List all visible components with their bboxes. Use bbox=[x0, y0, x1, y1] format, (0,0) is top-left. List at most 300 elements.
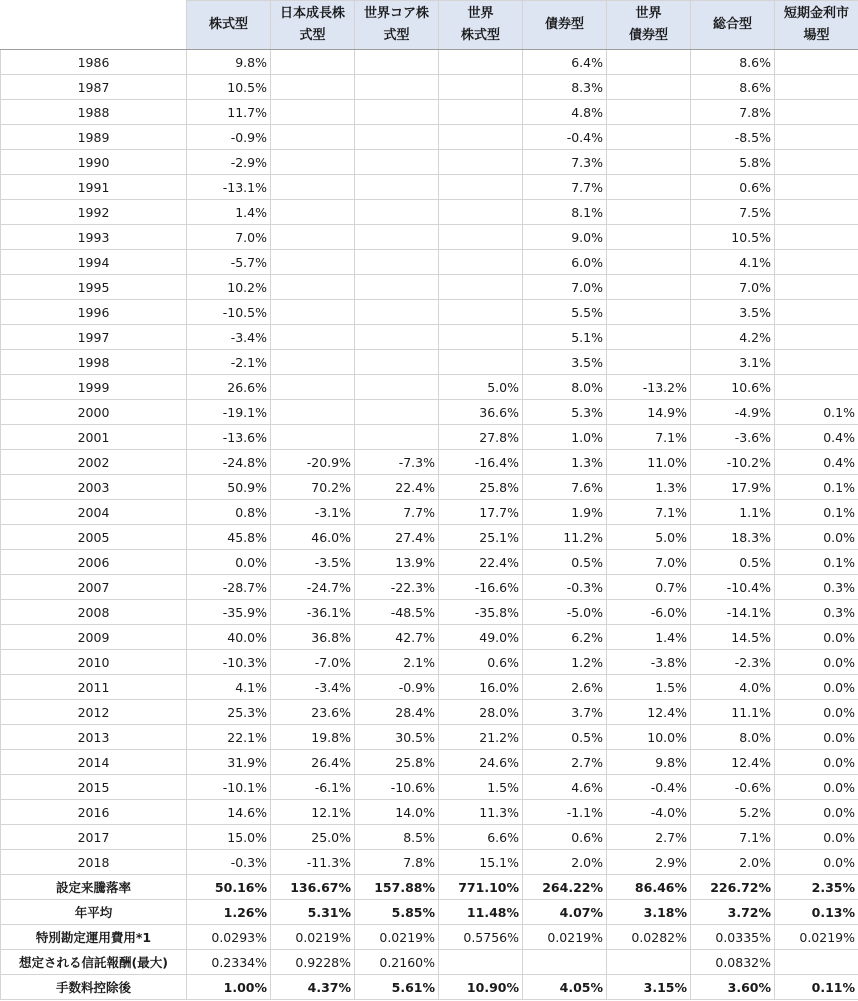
return-cell[interactable]: -13.6% bbox=[187, 425, 271, 450]
return-cell[interactable]: 9.8% bbox=[607, 750, 691, 775]
return-cell[interactable] bbox=[775, 125, 858, 150]
return-cell[interactable] bbox=[271, 250, 355, 275]
return-cell[interactable]: 28.4% bbox=[355, 700, 439, 725]
return-cell[interactable]: 0.0% bbox=[775, 800, 858, 825]
return-cell[interactable]: -11.3% bbox=[271, 850, 355, 875]
return-cell[interactable]: 13.9% bbox=[355, 550, 439, 575]
return-cell[interactable]: 0.7% bbox=[607, 575, 691, 600]
return-cell[interactable]: -10.3% bbox=[187, 650, 271, 675]
return-cell[interactable] bbox=[607, 50, 691, 75]
year-cell[interactable]: 2001 bbox=[1, 425, 187, 450]
return-cell[interactable]: -3.6% bbox=[691, 425, 775, 450]
summary-label[interactable]: 特別勘定運用費用*1 bbox=[1, 925, 187, 950]
summary-value[interactable]: 157.88% bbox=[355, 875, 439, 900]
return-cell[interactable] bbox=[607, 275, 691, 300]
return-cell[interactable]: 7.8% bbox=[691, 100, 775, 125]
year-cell[interactable]: 2016 bbox=[1, 800, 187, 825]
return-cell[interactable]: 9.8% bbox=[187, 50, 271, 75]
summary-value[interactable]: 5.85% bbox=[355, 900, 439, 925]
return-cell[interactable]: 0.0% bbox=[775, 675, 858, 700]
return-cell[interactable] bbox=[271, 375, 355, 400]
year-cell[interactable]: 2010 bbox=[1, 650, 187, 675]
return-cell[interactable] bbox=[355, 275, 439, 300]
year-cell[interactable]: 2017 bbox=[1, 825, 187, 850]
return-cell[interactable]: 12.1% bbox=[271, 800, 355, 825]
year-cell[interactable]: 1996 bbox=[1, 300, 187, 325]
return-cell[interactable]: 5.5% bbox=[523, 300, 607, 325]
return-cell[interactable]: 11.3% bbox=[439, 800, 523, 825]
return-cell[interactable] bbox=[271, 350, 355, 375]
return-cell[interactable]: 8.0% bbox=[523, 375, 607, 400]
year-cell[interactable]: 1988 bbox=[1, 100, 187, 125]
return-cell[interactable]: 45.8% bbox=[187, 525, 271, 550]
return-cell[interactable] bbox=[355, 425, 439, 450]
year-cell[interactable]: 2006 bbox=[1, 550, 187, 575]
return-cell[interactable]: 22.1% bbox=[187, 725, 271, 750]
summary-value[interactable]: 50.16% bbox=[187, 875, 271, 900]
return-cell[interactable]: -24.7% bbox=[271, 575, 355, 600]
year-cell[interactable]: 2008 bbox=[1, 600, 187, 625]
return-cell[interactable]: -2.9% bbox=[187, 150, 271, 175]
summary-value[interactable]: 0.0832% bbox=[691, 950, 775, 975]
return-cell[interactable] bbox=[271, 325, 355, 350]
return-cell[interactable]: -3.5% bbox=[271, 550, 355, 575]
return-cell[interactable]: 6.0% bbox=[523, 250, 607, 275]
summary-value[interactable]: 0.11% bbox=[775, 975, 858, 1000]
return-cell[interactable]: -10.4% bbox=[691, 575, 775, 600]
return-cell[interactable]: 1.5% bbox=[439, 775, 523, 800]
return-cell[interactable]: 7.5% bbox=[691, 200, 775, 225]
return-cell[interactable]: 4.2% bbox=[691, 325, 775, 350]
summary-value[interactable]: 0.0219% bbox=[775, 925, 858, 950]
return-cell[interactable] bbox=[355, 175, 439, 200]
return-cell[interactable]: 15.1% bbox=[439, 850, 523, 875]
summary-value[interactable] bbox=[775, 950, 858, 975]
return-cell[interactable]: 11.0% bbox=[607, 450, 691, 475]
column-header[interactable] bbox=[271, 1, 355, 50]
return-cell[interactable] bbox=[775, 150, 858, 175]
year-cell[interactable]: 2011 bbox=[1, 675, 187, 700]
return-cell[interactable]: 0.0% bbox=[775, 700, 858, 725]
return-cell[interactable] bbox=[439, 75, 523, 100]
return-cell[interactable]: 10.5% bbox=[187, 75, 271, 100]
return-cell[interactable] bbox=[607, 225, 691, 250]
return-cell[interactable]: 7.1% bbox=[607, 500, 691, 525]
year-cell[interactable]: 1994 bbox=[1, 250, 187, 275]
summary-value[interactable]: 0.0219% bbox=[523, 925, 607, 950]
return-cell[interactable]: 49.0% bbox=[439, 625, 523, 650]
return-cell[interactable] bbox=[775, 200, 858, 225]
summary-value[interactable]: 0.0219% bbox=[355, 925, 439, 950]
summary-value[interactable]: 1.00% bbox=[187, 975, 271, 1000]
summary-value[interactable]: 4.37% bbox=[271, 975, 355, 1000]
year-cell[interactable]: 2004 bbox=[1, 500, 187, 525]
return-cell[interactable] bbox=[607, 300, 691, 325]
return-cell[interactable]: 2.7% bbox=[523, 750, 607, 775]
return-cell[interactable]: 4.8% bbox=[523, 100, 607, 125]
return-cell[interactable]: 22.4% bbox=[439, 550, 523, 575]
return-cell[interactable]: 16.0% bbox=[439, 675, 523, 700]
return-cell[interactable]: 7.8% bbox=[355, 850, 439, 875]
return-cell[interactable]: -0.9% bbox=[355, 675, 439, 700]
return-cell[interactable]: 17.7% bbox=[439, 500, 523, 525]
return-cell[interactable]: 25.1% bbox=[439, 525, 523, 550]
return-cell[interactable]: 0.6% bbox=[523, 825, 607, 850]
year-cell[interactable]: 1989 bbox=[1, 125, 187, 150]
return-cell[interactable] bbox=[271, 100, 355, 125]
return-cell[interactable]: -14.1% bbox=[691, 600, 775, 625]
return-cell[interactable]: 0.5% bbox=[523, 725, 607, 750]
return-cell[interactable]: 8.1% bbox=[523, 200, 607, 225]
return-cell[interactable]: 0.3% bbox=[775, 575, 858, 600]
return-cell[interactable]: -10.1% bbox=[187, 775, 271, 800]
return-cell[interactable] bbox=[355, 225, 439, 250]
return-cell[interactable] bbox=[271, 225, 355, 250]
return-cell[interactable]: 0.1% bbox=[775, 550, 858, 575]
return-cell[interactable] bbox=[439, 275, 523, 300]
return-cell[interactable]: -20.9% bbox=[271, 450, 355, 475]
summary-value[interactable]: 136.67% bbox=[271, 875, 355, 900]
return-cell[interactable]: 5.0% bbox=[607, 525, 691, 550]
return-cell[interactable]: 0.0% bbox=[775, 850, 858, 875]
return-cell[interactable]: 15.0% bbox=[187, 825, 271, 850]
return-cell[interactable]: 0.6% bbox=[439, 650, 523, 675]
return-cell[interactable]: -10.5% bbox=[187, 300, 271, 325]
return-cell[interactable] bbox=[775, 75, 858, 100]
return-cell[interactable] bbox=[355, 150, 439, 175]
return-cell[interactable] bbox=[607, 200, 691, 225]
return-cell[interactable]: 1.3% bbox=[607, 475, 691, 500]
year-cell[interactable]: 2005 bbox=[1, 525, 187, 550]
return-cell[interactable] bbox=[775, 175, 858, 200]
return-cell[interactable]: 36.6% bbox=[439, 400, 523, 425]
return-cell[interactable]: 0.0% bbox=[775, 525, 858, 550]
return-cell[interactable]: -13.1% bbox=[187, 175, 271, 200]
year-cell[interactable]: 2013 bbox=[1, 725, 187, 750]
return-cell[interactable]: -3.4% bbox=[187, 325, 271, 350]
return-cell[interactable]: -7.3% bbox=[355, 450, 439, 475]
return-cell[interactable]: 40.0% bbox=[187, 625, 271, 650]
return-cell[interactable]: 30.5% bbox=[355, 725, 439, 750]
year-cell[interactable]: 1999 bbox=[1, 375, 187, 400]
return-cell[interactable]: 3.5% bbox=[523, 350, 607, 375]
return-cell[interactable] bbox=[271, 400, 355, 425]
return-cell[interactable] bbox=[271, 200, 355, 225]
return-cell[interactable] bbox=[775, 350, 858, 375]
return-cell[interactable]: 10.0% bbox=[607, 725, 691, 750]
return-cell[interactable] bbox=[355, 375, 439, 400]
year-cell[interactable]: 1998 bbox=[1, 350, 187, 375]
column-header[interactable] bbox=[691, 1, 775, 50]
summary-value[interactable] bbox=[607, 950, 691, 975]
return-cell[interactable]: -35.9% bbox=[187, 600, 271, 625]
return-cell[interactable] bbox=[355, 200, 439, 225]
return-cell[interactable]: 7.0% bbox=[607, 550, 691, 575]
return-cell[interactable]: -2.3% bbox=[691, 650, 775, 675]
return-cell[interactable]: 0.0% bbox=[775, 825, 858, 850]
return-cell[interactable]: 6.6% bbox=[439, 825, 523, 850]
return-cell[interactable] bbox=[271, 300, 355, 325]
return-cell[interactable]: 2.0% bbox=[523, 850, 607, 875]
return-cell[interactable]: -2.1% bbox=[187, 350, 271, 375]
year-cell[interactable]: 1995 bbox=[1, 275, 187, 300]
return-cell[interactable] bbox=[607, 100, 691, 125]
return-cell[interactable]: -1.1% bbox=[523, 800, 607, 825]
return-cell[interactable]: 5.3% bbox=[523, 400, 607, 425]
return-cell[interactable]: 8.0% bbox=[691, 725, 775, 750]
return-cell[interactable]: -35.8% bbox=[439, 600, 523, 625]
return-cell[interactable]: -28.7% bbox=[187, 575, 271, 600]
return-cell[interactable] bbox=[775, 100, 858, 125]
return-cell[interactable]: 4.1% bbox=[691, 250, 775, 275]
return-cell[interactable]: -13.2% bbox=[607, 375, 691, 400]
year-cell[interactable]: 1987 bbox=[1, 75, 187, 100]
return-cell[interactable]: -0.4% bbox=[523, 125, 607, 150]
return-cell[interactable]: 1.4% bbox=[607, 625, 691, 650]
summary-value[interactable]: 1.26% bbox=[187, 900, 271, 925]
return-cell[interactable]: 8.5% bbox=[355, 825, 439, 850]
return-cell[interactable]: -3.8% bbox=[607, 650, 691, 675]
summary-label[interactable]: 手数料控除後 bbox=[1, 975, 187, 1000]
return-cell[interactable]: 14.0% bbox=[355, 800, 439, 825]
return-cell[interactable]: 36.8% bbox=[271, 625, 355, 650]
return-cell[interactable]: 0.3% bbox=[775, 600, 858, 625]
return-cell[interactable]: 0.0% bbox=[775, 625, 858, 650]
return-cell[interactable] bbox=[775, 50, 858, 75]
return-cell[interactable]: 10.2% bbox=[187, 275, 271, 300]
return-cell[interactable]: 11.7% bbox=[187, 100, 271, 125]
return-cell[interactable] bbox=[355, 350, 439, 375]
summary-value[interactable]: 3.18% bbox=[607, 900, 691, 925]
return-cell[interactable]: 7.7% bbox=[523, 175, 607, 200]
return-cell[interactable]: 4.6% bbox=[523, 775, 607, 800]
return-cell[interactable] bbox=[607, 325, 691, 350]
return-cell[interactable]: 0.1% bbox=[775, 400, 858, 425]
summary-value[interactable]: 5.61% bbox=[355, 975, 439, 1000]
return-cell[interactable]: 12.4% bbox=[607, 700, 691, 725]
return-cell[interactable] bbox=[775, 375, 858, 400]
return-cell[interactable] bbox=[271, 150, 355, 175]
return-cell[interactable]: 70.2% bbox=[271, 475, 355, 500]
year-cell[interactable]: 2018 bbox=[1, 850, 187, 875]
return-cell[interactable] bbox=[271, 175, 355, 200]
summary-value[interactable]: 264.22% bbox=[523, 875, 607, 900]
return-cell[interactable] bbox=[775, 225, 858, 250]
return-cell[interactable]: 7.1% bbox=[607, 425, 691, 450]
return-cell[interactable]: 8.6% bbox=[691, 50, 775, 75]
return-cell[interactable]: 4.1% bbox=[187, 675, 271, 700]
year-cell[interactable]: 1986 bbox=[1, 50, 187, 75]
summary-value[interactable]: 0.2160% bbox=[355, 950, 439, 975]
return-cell[interactable]: -0.4% bbox=[607, 775, 691, 800]
return-cell[interactable]: 23.6% bbox=[271, 700, 355, 725]
return-cell[interactable]: 1.5% bbox=[607, 675, 691, 700]
year-cell[interactable]: 2007 bbox=[1, 575, 187, 600]
return-cell[interactable] bbox=[607, 250, 691, 275]
return-cell[interactable]: -19.1% bbox=[187, 400, 271, 425]
return-cell[interactable]: 25.3% bbox=[187, 700, 271, 725]
column-header[interactable] bbox=[775, 1, 858, 50]
return-cell[interactable]: 2.0% bbox=[691, 850, 775, 875]
return-cell[interactable]: 31.9% bbox=[187, 750, 271, 775]
return-cell[interactable] bbox=[775, 250, 858, 275]
return-cell[interactable]: 27.8% bbox=[439, 425, 523, 450]
return-cell[interactable] bbox=[607, 350, 691, 375]
return-cell[interactable]: 25.8% bbox=[439, 475, 523, 500]
year-cell[interactable]: 2009 bbox=[1, 625, 187, 650]
return-cell[interactable] bbox=[439, 325, 523, 350]
summary-value[interactable] bbox=[523, 950, 607, 975]
return-cell[interactable]: -5.0% bbox=[523, 600, 607, 625]
return-cell[interactable]: -36.1% bbox=[271, 600, 355, 625]
return-cell[interactable]: 5.8% bbox=[691, 150, 775, 175]
summary-value[interactable]: 0.2334% bbox=[187, 950, 271, 975]
summary-value[interactable]: 226.72% bbox=[691, 875, 775, 900]
return-cell[interactable] bbox=[607, 75, 691, 100]
return-cell[interactable]: 5.0% bbox=[439, 375, 523, 400]
return-cell[interactable]: -3.1% bbox=[271, 500, 355, 525]
summary-label[interactable]: 年平均 bbox=[1, 900, 187, 925]
return-cell[interactable]: 5.2% bbox=[691, 800, 775, 825]
return-cell[interactable]: 28.0% bbox=[439, 700, 523, 725]
column-header[interactable] bbox=[187, 1, 271, 50]
summary-value[interactable]: 2.35% bbox=[775, 875, 858, 900]
return-cell[interactable] bbox=[355, 125, 439, 150]
return-cell[interactable] bbox=[775, 325, 858, 350]
return-cell[interactable]: 22.4% bbox=[355, 475, 439, 500]
summary-value[interactable]: 771.10% bbox=[439, 875, 523, 900]
return-cell[interactable] bbox=[439, 250, 523, 275]
year-cell[interactable]: 1997 bbox=[1, 325, 187, 350]
return-cell[interactable]: -3.4% bbox=[271, 675, 355, 700]
year-cell[interactable]: 2012 bbox=[1, 700, 187, 725]
year-cell[interactable]: 2003 bbox=[1, 475, 187, 500]
summary-value[interactable]: 11.48% bbox=[439, 900, 523, 925]
summary-value[interactable] bbox=[439, 950, 523, 975]
return-cell[interactable] bbox=[439, 125, 523, 150]
return-cell[interactable] bbox=[271, 275, 355, 300]
year-cell[interactable]: 2015 bbox=[1, 775, 187, 800]
return-cell[interactable]: 4.0% bbox=[691, 675, 775, 700]
return-cell[interactable] bbox=[439, 225, 523, 250]
return-cell[interactable]: 7.0% bbox=[523, 275, 607, 300]
summary-value[interactable]: 3.72% bbox=[691, 900, 775, 925]
summary-value[interactable]: 0.0282% bbox=[607, 925, 691, 950]
return-cell[interactable]: -0.9% bbox=[187, 125, 271, 150]
return-cell[interactable]: 10.5% bbox=[691, 225, 775, 250]
return-cell[interactable]: 6.2% bbox=[523, 625, 607, 650]
return-cell[interactable]: -7.0% bbox=[271, 650, 355, 675]
return-cell[interactable]: -24.8% bbox=[187, 450, 271, 475]
return-cell[interactable]: 25.8% bbox=[355, 750, 439, 775]
return-cell[interactable] bbox=[607, 175, 691, 200]
summary-value[interactable]: 0.9228% bbox=[271, 950, 355, 975]
return-cell[interactable] bbox=[439, 50, 523, 75]
return-cell[interactable]: 0.0% bbox=[775, 650, 858, 675]
return-cell[interactable]: 21.2% bbox=[439, 725, 523, 750]
return-cell[interactable] bbox=[439, 300, 523, 325]
return-cell[interactable]: -16.6% bbox=[439, 575, 523, 600]
return-cell[interactable]: 7.6% bbox=[523, 475, 607, 500]
return-cell[interactable]: -8.5% bbox=[691, 125, 775, 150]
return-cell[interactable]: 17.9% bbox=[691, 475, 775, 500]
return-cell[interactable] bbox=[355, 325, 439, 350]
return-cell[interactable] bbox=[355, 75, 439, 100]
return-cell[interactable]: -22.3% bbox=[355, 575, 439, 600]
return-cell[interactable] bbox=[439, 100, 523, 125]
return-cell[interactable]: -0.6% bbox=[691, 775, 775, 800]
return-cell[interactable]: 50.9% bbox=[187, 475, 271, 500]
year-cell[interactable]: 1993 bbox=[1, 225, 187, 250]
return-cell[interactable]: 24.6% bbox=[439, 750, 523, 775]
return-cell[interactable]: -16.4% bbox=[439, 450, 523, 475]
return-cell[interactable] bbox=[271, 75, 355, 100]
return-cell[interactable]: 3.1% bbox=[691, 350, 775, 375]
summary-value[interactable]: 4.05% bbox=[523, 975, 607, 1000]
summary-value[interactable]: 4.07% bbox=[523, 900, 607, 925]
return-cell[interactable]: 7.7% bbox=[355, 500, 439, 525]
summary-value[interactable]: 3.15% bbox=[607, 975, 691, 1000]
column-header[interactable] bbox=[439, 1, 523, 50]
return-cell[interactable]: 1.9% bbox=[523, 500, 607, 525]
return-cell[interactable]: 3.5% bbox=[691, 300, 775, 325]
summary-value[interactable]: 0.0293% bbox=[187, 925, 271, 950]
return-cell[interactable]: 5.1% bbox=[523, 325, 607, 350]
return-cell[interactable] bbox=[607, 150, 691, 175]
summary-value[interactable]: 86.46% bbox=[607, 875, 691, 900]
return-cell[interactable]: 1.3% bbox=[523, 450, 607, 475]
return-cell[interactable]: 9.0% bbox=[523, 225, 607, 250]
return-cell[interactable]: 19.8% bbox=[271, 725, 355, 750]
summary-label[interactable]: 設定来騰落率 bbox=[1, 875, 187, 900]
return-cell[interactable]: 1.4% bbox=[187, 200, 271, 225]
column-header[interactable] bbox=[523, 1, 607, 50]
return-cell[interactable] bbox=[439, 175, 523, 200]
column-header[interactable] bbox=[355, 1, 439, 50]
return-cell[interactable] bbox=[355, 300, 439, 325]
return-cell[interactable]: 0.6% bbox=[691, 175, 775, 200]
return-cell[interactable]: 7.0% bbox=[691, 275, 775, 300]
return-cell[interactable]: -48.5% bbox=[355, 600, 439, 625]
return-cell[interactable] bbox=[775, 275, 858, 300]
return-cell[interactable]: 7.1% bbox=[691, 825, 775, 850]
return-cell[interactable]: 14.6% bbox=[187, 800, 271, 825]
return-cell[interactable]: 11.1% bbox=[691, 700, 775, 725]
return-cell[interactable]: 14.9% bbox=[607, 400, 691, 425]
return-cell[interactable]: -10.2% bbox=[691, 450, 775, 475]
return-cell[interactable]: 26.6% bbox=[187, 375, 271, 400]
return-cell[interactable] bbox=[775, 300, 858, 325]
return-cell[interactable]: 1.1% bbox=[691, 500, 775, 525]
summary-value[interactable]: 0.13% bbox=[775, 900, 858, 925]
return-cell[interactable]: -4.9% bbox=[691, 400, 775, 425]
return-cell[interactable]: 0.5% bbox=[691, 550, 775, 575]
return-cell[interactable]: 26.4% bbox=[271, 750, 355, 775]
year-cell[interactable]: 2000 bbox=[1, 400, 187, 425]
return-cell[interactable]: 18.3% bbox=[691, 525, 775, 550]
summary-value[interactable]: 3.60% bbox=[691, 975, 775, 1000]
return-cell[interactable]: 0.4% bbox=[775, 450, 858, 475]
return-cell[interactable]: -0.3% bbox=[523, 575, 607, 600]
return-cell[interactable]: 12.4% bbox=[691, 750, 775, 775]
return-cell[interactable]: 2.1% bbox=[355, 650, 439, 675]
return-cell[interactable]: 1.0% bbox=[523, 425, 607, 450]
return-cell[interactable]: 10.6% bbox=[691, 375, 775, 400]
return-cell[interactable] bbox=[355, 250, 439, 275]
return-cell[interactable]: -5.7% bbox=[187, 250, 271, 275]
summary-value[interactable]: 0.0219% bbox=[271, 925, 355, 950]
return-cell[interactable] bbox=[355, 400, 439, 425]
